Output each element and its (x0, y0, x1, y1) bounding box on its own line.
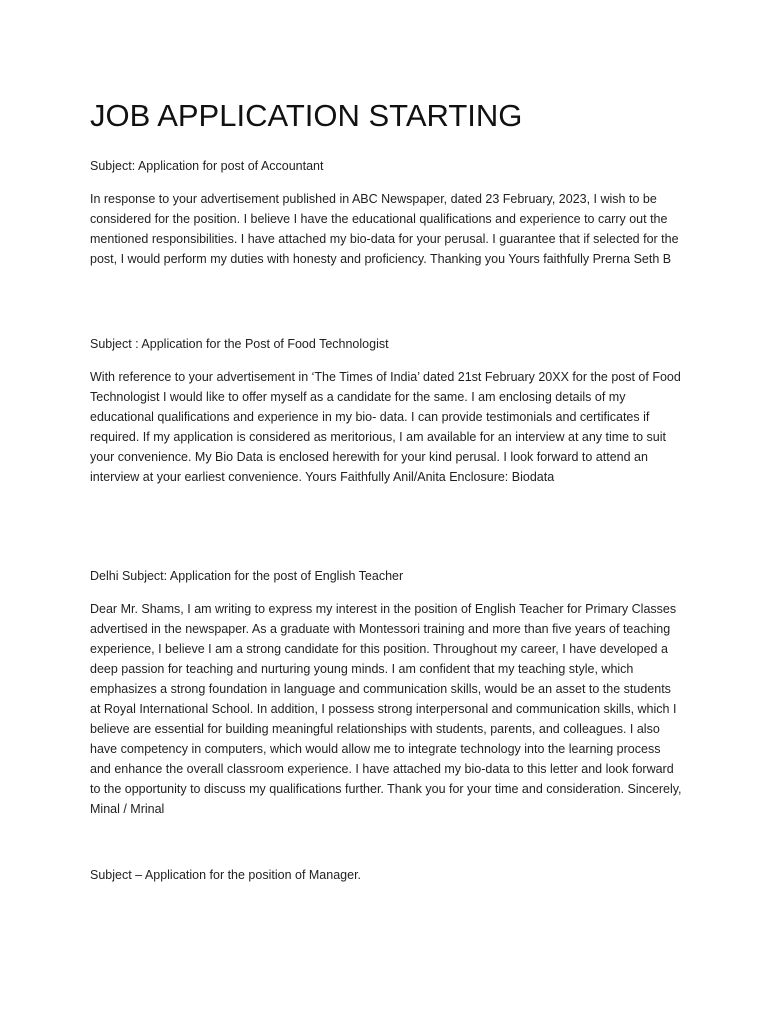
letter-1-subject: Subject: Application for post of Accountant (90, 159, 324, 173)
letter-4-subject: Subject – Application for the position of Manager. (90, 868, 362, 882)
letter-2-body: With reference to your advertisement in ‘The Times of India’ dated 21st February 20XX for the post of Food Technologist I would like to offer myself as a candidate for the same. I am enclosing details of my educational qualifications and experience in my bio- data. I can provide testimonials and certificates if required. If my application is considered as meritorious, I am available for an interview at any time to suit your convenience. My Bio Data is enclosed herewith for your kind perusal. I look forward to attend an interview at your earliest convenience. Yours Faithfully Anil/Anita Enclosure: Biodata (90, 370, 681, 485)
letter-2-subject: Subject : Application for the Post of Food Technologist (90, 337, 389, 351)
letter-3-body: Dear Mr. Shams, I am writing to express my interest in the position of English Teacher for Primary Classes advertised in the newspaper. As a graduate with Montessori training and more than five years of teaching experience, I believe I am a strong candidate for this position. Throughout my career, I have developed a deep passion for teaching and nurturing young minds. I am confident that my teaching style, which emphasizes a strong foundation in language and communication skills, would be an asset to the students at Royal International School. In addition, I possess strong interpersonal and communication skills, which I believe are essential for building meaningful relationships with students, parents, and colleagues. I also have competency in computers, which would allow me to integrate technology into the learning process and enhance the overall classroom experience. I have attached my bio-data to this letter and look forward to the opportunity to discuss my qualifications further. Thank you for your time and consideration. Sincerely, Minal / Mrinal (90, 602, 682, 817)
letter-1-body: In response to your advertisement published in ABC Newspaper, dated 23 February, 2023, I wish to be considered for the position. I believe I have the educational qualifications and experience to carry out the mentioned responsibilities. I have attached my bio-data for your perusal. I guarantee that if selected for the post, I would perform my duties with honesty and proficiency. Thanking you Yours faithfully Prerna Seth B (90, 192, 679, 267)
letter-3-subject: Delhi Subject: Application for the post of English Teacher (90, 569, 404, 583)
document-title: JOB APPLICATION STARTING (90, 98, 523, 133)
